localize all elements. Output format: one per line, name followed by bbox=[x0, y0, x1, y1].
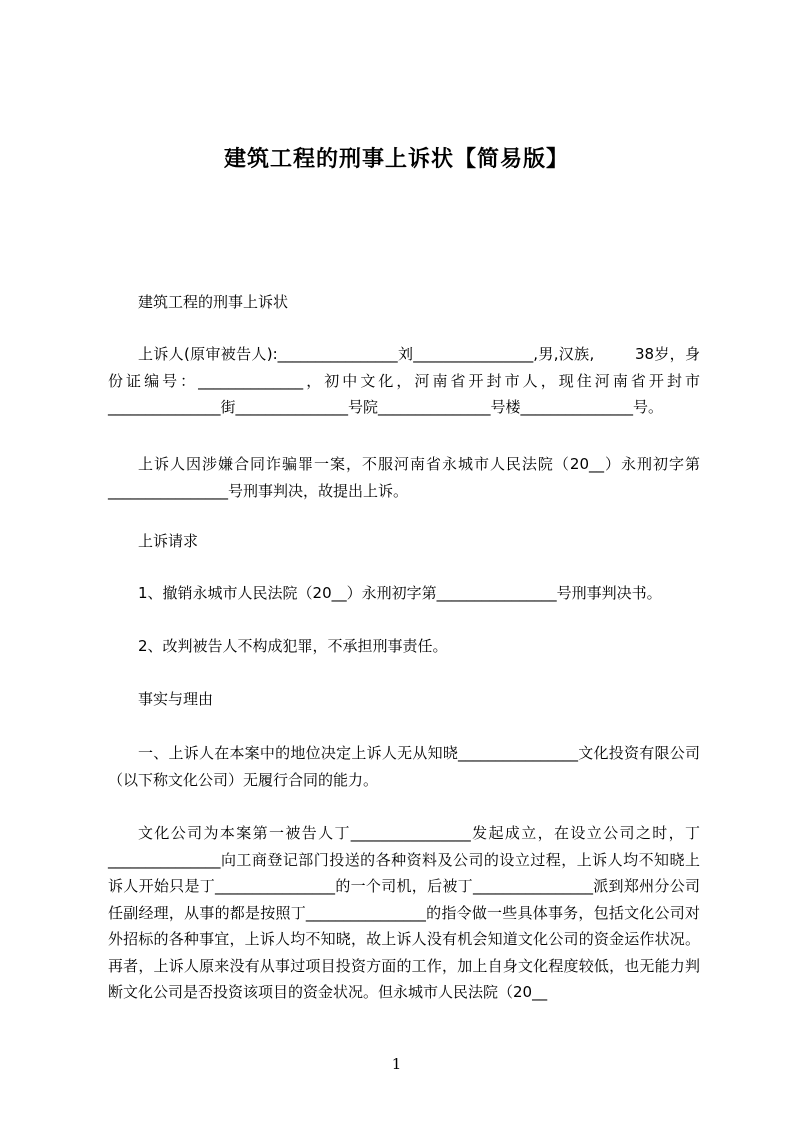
section-heading-appeal-requests: 上诉请求 bbox=[138, 532, 199, 550]
appellant-info-paragraph: 上诉人(原审被告人):________________刘________________,男,汉族, 38岁，身份证编号：______________，初中文化，河南省开封市人，现住河南省开封市_______________街_______________号院_______________号楼_______________号。 bbox=[108, 345, 700, 416]
reason-detail-paragraph: 文化公司为本案第一被告人丁________________发起成立，在设立公司之时，丁_______________向工商登记部门投送的各种资料及公司的设立过程，上诉人均不知晓上诉人开始只是丁________________的一个司机，后被丁________________派到郑州分公司任副经理，从事的都是按照丁________________的指令做一些具体事务，包括文化公司对外招标的各种事宜，上诉人均不知晓，故上诉人没有机会知道文化公司的资金运作状况。再者，上诉人原来没有从事过项目投资方面的工作，加上自身文化程度较低，也无能力判断文化公司是否投资该项目的资金状况。但永城市人民法院（20__ bbox=[108, 824, 700, 1001]
section-heading-facts-and-reasons: 事实与理由 bbox=[138, 690, 214, 708]
request-item-2: 2、改判被告人不构成犯罪，不承担刑事责任。 bbox=[138, 637, 448, 655]
document-title: 建筑工程的刑事上诉状【简易版】 bbox=[223, 147, 569, 172]
page-number: 1 bbox=[391, 1055, 402, 1073]
request-item-1: 1、撤销永城市人民法院（20__）永刑初字第________________号刑事判决书。 bbox=[138, 584, 662, 602]
reason-1-paragraph: 一、上诉人在本案中的地位决定上诉人无从知晓________________文化投资有限公司（以下称文化公司）无履行合同的能力。 bbox=[108, 744, 700, 789]
appeal-intro-paragraph: 上诉人因涉嫌合同诈骗罪一案，不服河南省永城市人民法院（20__）永刑初字第________________号刑事判决，故提出上诉。 bbox=[108, 455, 700, 500]
subtitle: 建筑工程的刑事上诉状 bbox=[138, 293, 289, 311]
